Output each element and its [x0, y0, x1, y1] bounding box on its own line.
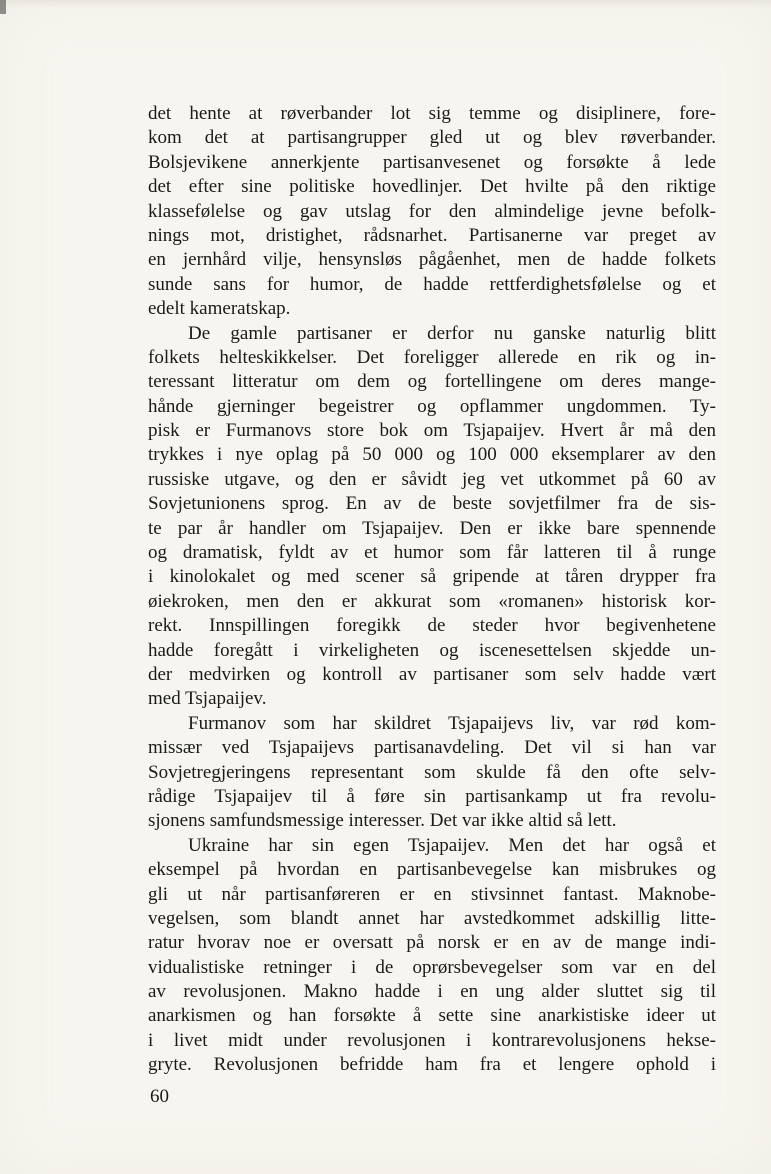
text-line: Bolsjevikene annerkjente partisanvesenet og forsøkte å lede	[148, 151, 716, 173]
text-line: pisk er Furmanovs store bok om Tsjapaijev. Hvert år må den	[148, 420, 716, 442]
text-line: en jernhård vilje, hensynsløs pågåenhet, men de hadde folkets	[148, 249, 716, 271]
text-line: i kinolokalet og med scener så gripende at tåren drypper fra	[148, 566, 716, 588]
text-line: Ukraine har sin egen Tsjapaijev. Men det har også et	[188, 834, 716, 856]
text-line: klassefølelse og gav utslag for den almindelige jevne befolk-	[148, 200, 716, 222]
text-line: gli ut når partisanføreren er en stivsinnet fantast. Maknobe-	[148, 883, 716, 905]
text-line: med Tsjapaijev.	[148, 688, 267, 710]
text-line: sjonens samfundsmessige interesser. Det var ikke altid så lett.	[148, 810, 617, 832]
text-line: gryte. Revolusjonen befridde ham fra et lengere ophold i	[148, 1054, 716, 1076]
text-line: missær ved Tsjapaijevs partisanavdeling. Det vil si han var	[148, 737, 716, 759]
text-line: hadde foregått i virkeligheten og iscenesettelsen skjedde un-	[148, 639, 716, 661]
text-line: teressant litteratur om dem og fortellingene om deres mange-	[148, 371, 716, 393]
text-line: hånde gjerninger begeistrer og opflammer ungdommen. Ty-	[148, 395, 716, 417]
text-line: te par år handler om Tsjapaijev. Den er ikke bare spennende	[148, 517, 716, 539]
text-line: trykkes i nye oplag på 50 000 og 100 000 eksemplarer av den	[148, 444, 716, 466]
text-line: rådige Tsjapaijev til å føre sin partisankamp ut fra revolu-	[148, 785, 716, 807]
text-line: rekt. Innspillingen foregikk de steder hvor begivenhetene	[148, 615, 716, 637]
text-line: Sovjetunionens sprog. En av de beste sovjetfilmer fra de sis-	[148, 493, 716, 515]
text-line: Furmanov som har skildret Tsjapaijevs liv, var rød kom-	[188, 712, 716, 734]
text-line: russiske utgave, og den er såvidt jeg vet utkommet på 60 av	[148, 468, 716, 490]
text-line: der medvirken og kontroll av partisaner som selv hadde vært	[148, 663, 716, 685]
text-line: nings mot, dristighet, rådsnarhet. Partisanerne var preget av	[148, 224, 716, 246]
text-line: vidualistiske retninger i de oprørsbevegelser som var en del	[148, 956, 716, 978]
body-text	[148, 102, 716, 1078]
text-line: vegelsen, som blandt annet har avstedkommet adskillig litte-	[148, 907, 716, 929]
text-line: det hente at røverbander lot sig temme og disiplinere, fore-	[148, 103, 716, 124]
text-line: folkets helteskikkelser. Det foreligger allerede en rik og in-	[148, 346, 716, 368]
text-line: anarkismen og han forsøkte å sette sine anarkistiske ideer ut	[148, 1005, 716, 1027]
text-line: sunde sans for humor, de hadde rettferdighetsfølelse og et	[148, 273, 716, 295]
text-line: eksempel på hvordan en partisanbevegelse kan misbrukes og	[148, 859, 716, 881]
text-line: edelt kameratskap.	[148, 298, 291, 320]
text-line: øiekroken, men den er akkurat som «romanen» historisk kor-	[148, 590, 716, 612]
text-line: kom det at partisangrupper gled ut og blev røverbander.	[148, 127, 716, 149]
text-line: De gamle partisaner er derfor nu ganske naturlig blitt	[188, 322, 716, 344]
text-line: av revolusjonen. Makno hadde i en ung alder sluttet sig til	[148, 981, 716, 1003]
page-corner-mark	[0, 0, 6, 14]
page-top-edge	[0, 0, 771, 8]
text-line: det efter sine politiske hovedlinjer. Det hvilte på den riktige	[148, 176, 716, 198]
text-line: ratur hvorav noe er oversatt på norsk er en av de mange indi-	[148, 932, 716, 954]
text-line: Sovjetregjeringens representant som skulde få den ofte selv-	[148, 761, 716, 783]
page-number: 60	[150, 1086, 169, 1107]
text-line: i livet midt under revolusjonen i kontrarevolusjonens hekse-	[148, 1029, 716, 1051]
text-line: og dramatisk, fyldt av et humor som får latteren til å runge	[148, 542, 716, 564]
